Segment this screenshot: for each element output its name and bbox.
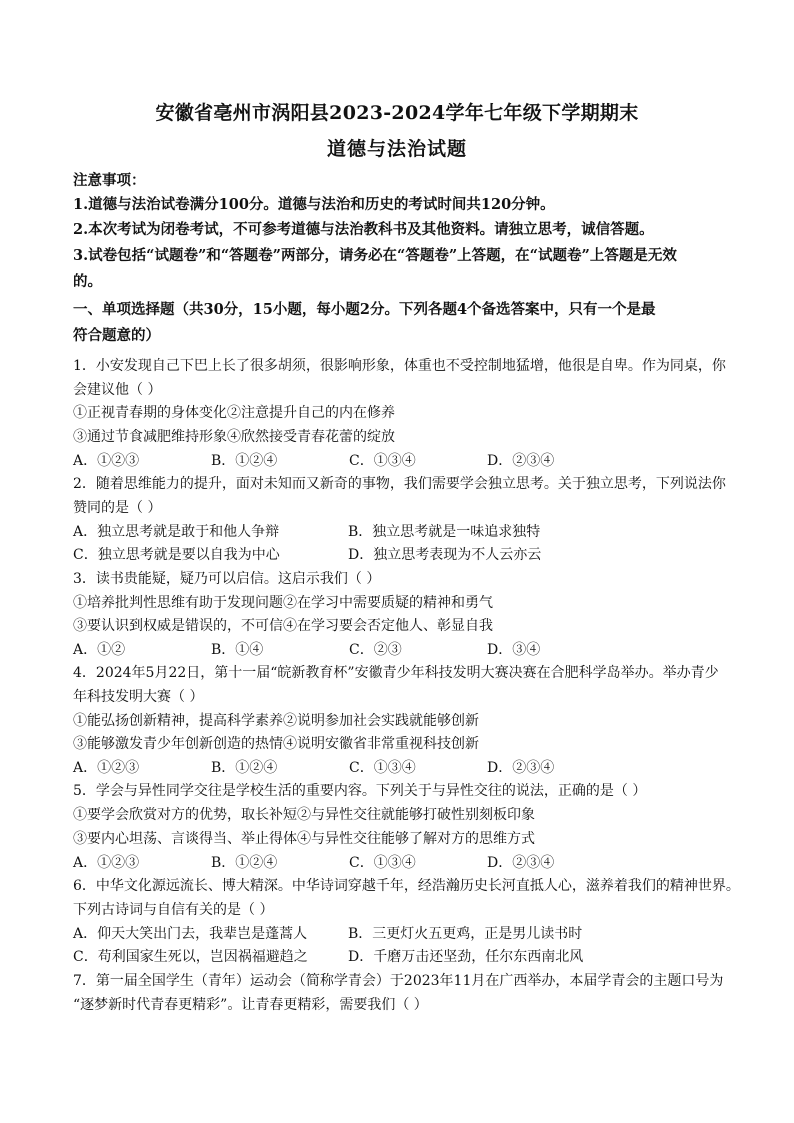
q2-option-d: D．独立思考表现为不人云亦云	[348, 547, 542, 563]
q2-stem-line2: 赞同的是（ ）	[73, 500, 162, 516]
q5-option-a: A．①②③	[73, 855, 140, 871]
section1-heading-line1: 一、单项选择题（共30分，15小题，每小题2分。下列各题4个备选答案中，只有一个是最	[73, 301, 656, 318]
q1-option-b: B．①②④	[211, 453, 278, 469]
q7-stem-line1: 7．第一届全国学生（青年）运动会（简称学青会）于2023年11月在广西举办，本届学青会的主题口号为	[73, 973, 724, 989]
q6-option-d: D．千磨万击还坚劲，任尔东西南北风	[348, 949, 584, 965]
q1-statement-1: ①正视青春期的身体变化②注意提升自己的内在修养	[73, 405, 395, 421]
q4-stem-line2: 年科技发明大赛（ ）	[73, 689, 204, 705]
q6-option-b: B．三更灯火五更鸡，正是男儿读书时	[348, 926, 583, 942]
notice-item-3-line2: 的。	[73, 273, 102, 290]
q2-stem-line1: 2．随着思维能力的提升，面对未知而又新奇的事物，我们需要学会独立思考。关于独立思考，下列说法你	[73, 476, 726, 492]
notice-item-2: 2.本次考试为闭卷考试，不可参考道德与法治教科书及其他资料。请独立思考，诚信答题。	[73, 221, 654, 238]
notice-heading: 注意事项：	[73, 172, 146, 189]
q3-option-d: D．③④	[487, 642, 541, 658]
q5-statement-1: ①要学会欣赏对方的优势，取长补短②与异性交往就能够打破性别刻板印象	[73, 807, 535, 823]
q1-statement-2: ③通过节食减肥维持形象④欣然接受青春花蕾的绽放	[73, 429, 395, 445]
q1-stem-line2: 会建议他（ ）	[73, 382, 162, 398]
q2-option-a: A．独立思考就是敢于和他人争辩	[73, 524, 280, 540]
q4-option-c: C．①③④	[349, 760, 416, 776]
section1-heading-line2: 符合题意的）	[73, 327, 160, 344]
q2-option-b: B．独立思考就是一味追求独特	[348, 524, 541, 540]
q5-option-b: B．①②④	[211, 855, 278, 871]
q4-statement-1: ①能弘扬创新精神，提高科学素养②说明参加社会实践就能够创新	[73, 713, 479, 729]
q4-option-d: D．②③④	[487, 760, 555, 776]
q3-option-a: A．①②	[73, 642, 126, 658]
q3-statement-2: ③要认识到权威是错误的，不可信④在学习要会否定他人、彰显自我	[73, 618, 493, 634]
exam-title-line2: 道德与法治试题	[326, 138, 467, 160]
q3-option-c: C．②③	[349, 642, 402, 658]
q1-option-c: C．①③④	[349, 453, 416, 469]
q6-stem-line1: 6．中华文化源远流长、博大精深。中华诗词穿越千年，经浩瀚历史长河直抵人心，滋养着我们的精神世界。	[73, 878, 740, 894]
q3-option-b: B．①④	[211, 642, 264, 658]
notice-item-3-line1: 3.试卷包括“试题卷”和“答题卷”两部分，请务必在“答题卷”上答题，在“试题卷”上答题是无效	[73, 247, 677, 264]
q4-option-a: A．①②③	[73, 760, 140, 776]
q4-stem-line1: 4．2024年5月22日，第十一届“皖新教育杯”安徽青少年科技发明大赛决赛在合肥科学岛举办。举办青少	[73, 665, 719, 681]
notice-item-1: 1.道德与法治试卷满分100分。道德与法治和历史的考试时间共120分钟。	[73, 196, 555, 213]
q6-stem-line2: 下列古诗词与自信有关的是（ ）	[73, 902, 274, 918]
q4-option-b: B．①②④	[211, 760, 278, 776]
q6-option-c: C．苟利国家生死以，岂因祸福避趋之	[73, 949, 308, 965]
q2-option-c: C．独立思考就是要以自我为中心	[73, 547, 280, 563]
q3-statement-1: ①培养批判性思维有助于发现问题②在学习中需要质疑的精神和勇气	[73, 595, 493, 611]
q7-stem-line2: “逐梦新时代青春更精彩”。让青春更精彩，需要我们（ ）	[73, 997, 428, 1013]
exam-title-line1: 安徽省亳州市涡阳县2023-2024学年七年级下学期期末	[155, 102, 639, 124]
q3-stem: 3．读书贵能疑，疑乃可以启信。这启示我们（ ）	[73, 571, 381, 587]
q1-stem-line1: 1．小安发现自己下巴上长了很多胡须，很影响形象，体重也不受控制地猛增，他很是自卑。作为同桌，你	[73, 358, 726, 374]
q1-option-a: A．①②③	[73, 453, 140, 469]
q5-option-c: C．①③④	[349, 855, 416, 871]
q5-statement-2: ③要内心坦荡、言谈得当、举止得体④与异性交往能够了解对方的思维方式	[73, 831, 535, 847]
q4-statement-2: ③能够激发青少年创新创造的热情④说明安徽省非常重视科技创新	[73, 736, 479, 752]
q5-stem: 5．学会与异性同学交往是学校生活的重要内容。下列关于与异性交往的说法，正确的是（ ）	[73, 783, 647, 799]
q1-option-d: D．②③④	[487, 453, 555, 469]
q6-option-a: A．仰天大笑出门去，我辈岂是蓬蒿人	[73, 926, 308, 942]
q5-option-d: D．②③④	[487, 855, 555, 871]
